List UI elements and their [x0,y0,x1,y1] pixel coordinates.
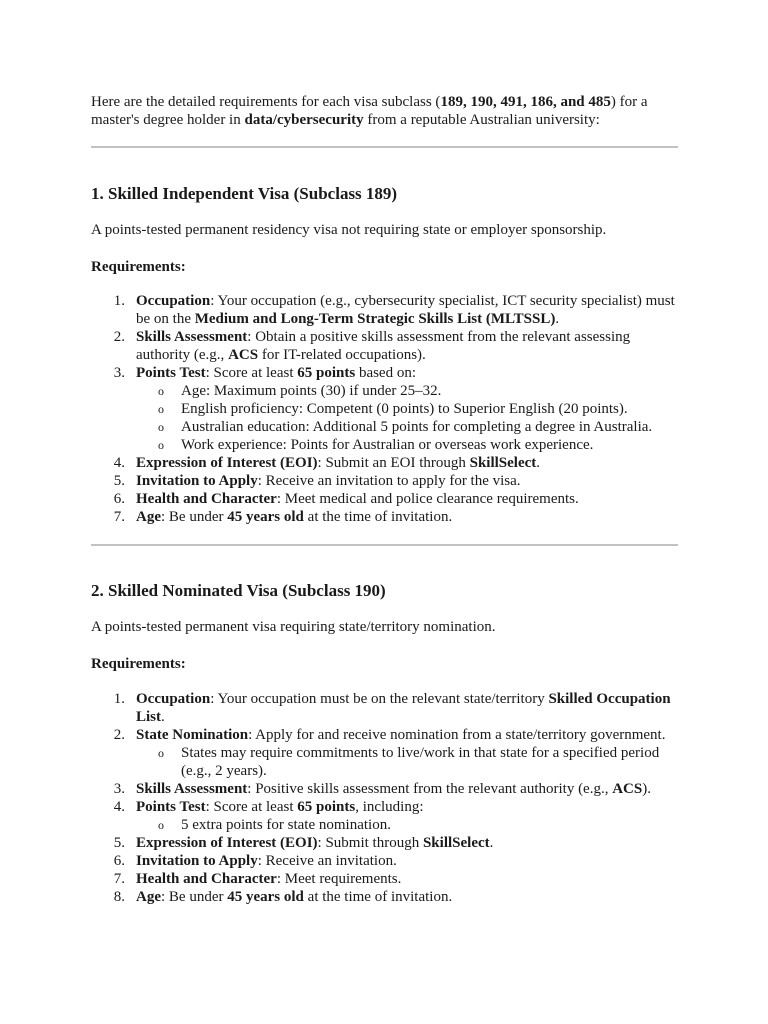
item-text: : Be under [161,509,228,525]
sub-list [136,744,681,780]
requirements-label-190: Requirements: [91,656,186,672]
item-label: Skills Assessment [136,329,248,345]
item-emphasis: 45 years old [227,509,304,525]
item-number: 5. [113,835,125,851]
requirements-list-189 [91,292,681,526]
requirement-item [91,780,681,798]
item-text: : Score at least [205,365,298,381]
item-number: 3. [113,781,125,797]
requirement-item [91,852,681,870]
sub-item-text: Australian education: Additional 5 points for completing a degree in Australia. [181,419,653,435]
item-text: for IT-related occupations). [258,347,426,363]
item-text: . [555,311,560,327]
requirement-item [91,870,681,888]
item-emphasis: 65 points [297,799,356,815]
item-number: 3. [113,365,125,381]
item-emphasis: ACS [228,347,259,363]
bullet-icon: o [158,438,164,452]
item-label: State Nomination [136,727,249,743]
section-divider [91,544,678,546]
bullet-icon: o [158,384,164,398]
sub-list-item [136,418,681,436]
item-text: : Obtain a positive skills assessment from the relevant assessing authority (e.g., [136,329,631,363]
intro-text: ) for a master's degree holder in [91,94,648,128]
item-number: 6. [113,491,125,507]
item-label: Invitation to Apply [136,853,258,869]
bullet-icon: o [158,818,164,832]
item-number: 6. [113,853,125,869]
item-text: : Meet medical and police clearance requirements. [276,491,579,507]
sub-list-item [136,400,681,418]
item-text: : Your occupation (e.g., cybersecurity specialist, ICT security specialist) must be on the [136,293,675,327]
item-emphasis: Medium and Long-Term Strategic Skills List (MLTSSL) [194,311,556,327]
item-text: : Your occupation must be on the relevant state/territory [210,691,549,707]
item-label: Expression of Interest (EOI) [136,455,318,471]
item-label: Health and Character [136,871,277,887]
item-number: 1. [113,293,125,309]
requirement-item [91,798,681,834]
item-emphasis: SkillSelect [422,835,490,851]
requirement-item [91,472,681,490]
item-number: 5. [113,473,125,489]
item-text: : Receive an invitation to apply for the visa. [257,473,521,489]
sub-item-text: Age: Maximum points (30) if under 25–32. [181,383,442,399]
item-label: Health and Character [136,491,277,507]
requirement-item [91,508,681,526]
item-emphasis: Skilled Occupation List [136,691,671,725]
item-label: Age [136,889,161,905]
section-heading-189: 1. Skilled Independent Visa (Subclass 189) [91,184,398,203]
item-number: 7. [113,509,125,525]
item-number: 4. [113,455,125,471]
requirement-item [91,292,681,328]
item-text: : Meet requirements. [276,871,402,887]
sub-item-text: States may require commitments to live/work in that state for a specified period (e.g., 2 years). [181,745,660,779]
item-text: , including: [355,799,424,815]
sub-list-item [136,744,681,780]
bullet-icon: o [158,746,164,760]
item-text: at the time of invitation. [303,509,453,525]
item-text: : Positive skills assessment from the relevant authority (e.g., [247,781,613,797]
intro-field: data/cybersecurity [244,112,364,128]
intro-subclasses: 189, 190, 491, 186, and 485 [440,94,611,110]
sub-list [136,382,681,454]
item-emphasis: ACS [612,781,643,797]
item-text: based on: [355,365,417,381]
item-text: : Apply for and receive nomination from a state/territory government. [248,727,666,743]
item-label: Occupation [136,293,211,309]
section-description-189: A points-tested permanent residency visa not requiring state or employer sponsorship. [91,222,607,238]
bullet-icon: o [158,420,164,434]
item-text: . [489,835,494,851]
section-heading-190: 2. Skilled Nominated Visa (Subclass 190) [91,581,386,600]
item-label: Invitation to Apply [136,473,258,489]
item-label: Points Test [136,365,206,381]
intro-text: Here are the detailed requirements for each visa subclass ( [91,94,441,110]
section-description-190: A points-tested permanent visa requiring state/territory nomination. [91,619,496,635]
item-text: : Submit an EOI through [317,455,470,471]
item-emphasis: 45 years old [227,889,304,905]
item-text: . [536,455,541,471]
item-text: : Score at least [205,799,298,815]
requirement-item [91,690,681,726]
item-number: 2. [113,329,125,345]
item-label: Age [136,509,161,525]
item-label: Skills Assessment [136,781,248,797]
requirement-item [91,834,681,852]
requirements-list-190 [91,690,681,906]
item-label: Occupation [136,691,211,707]
item-text: at the time of invitation. [303,889,453,905]
item-number: 7. [113,871,125,887]
item-text: : Submit through [317,835,423,851]
sub-list-item [136,436,681,454]
sub-item-text: Work experience: Points for Australian or overseas work experience. [181,437,594,453]
item-number: 4. [113,799,125,815]
requirement-item [91,888,681,906]
item-emphasis: SkillSelect [469,455,537,471]
sub-item-text: 5 extra points for state nomination. [181,817,391,833]
intro-paragraph [91,93,677,129]
item-label: Expression of Interest (EOI) [136,835,318,851]
section-divider [91,146,678,148]
sub-item-text: English proficiency: Competent (0 points) to Superior English (20 points). [181,401,628,417]
item-number: 1. [113,691,125,707]
item-text: : Be under [161,889,228,905]
bullet-icon: o [158,402,164,416]
requirement-item [91,364,681,454]
item-number: 2. [113,727,125,743]
item-emphasis: 65 points [297,365,356,381]
requirement-item [91,454,681,472]
sub-list-item [136,816,681,834]
item-text: : Receive an invitation. [257,853,397,869]
intro-text: from a reputable Australian university: [363,112,600,128]
item-text: . [161,709,165,725]
requirement-item [91,490,681,508]
item-number: 8. [113,889,125,905]
item-text: ). [642,781,651,797]
sub-list [136,816,681,834]
sub-list-item [136,382,681,400]
requirement-item [91,726,681,780]
requirements-label-189: Requirements: [91,259,186,275]
item-label: Points Test [136,799,206,815]
requirement-item [91,328,681,364]
